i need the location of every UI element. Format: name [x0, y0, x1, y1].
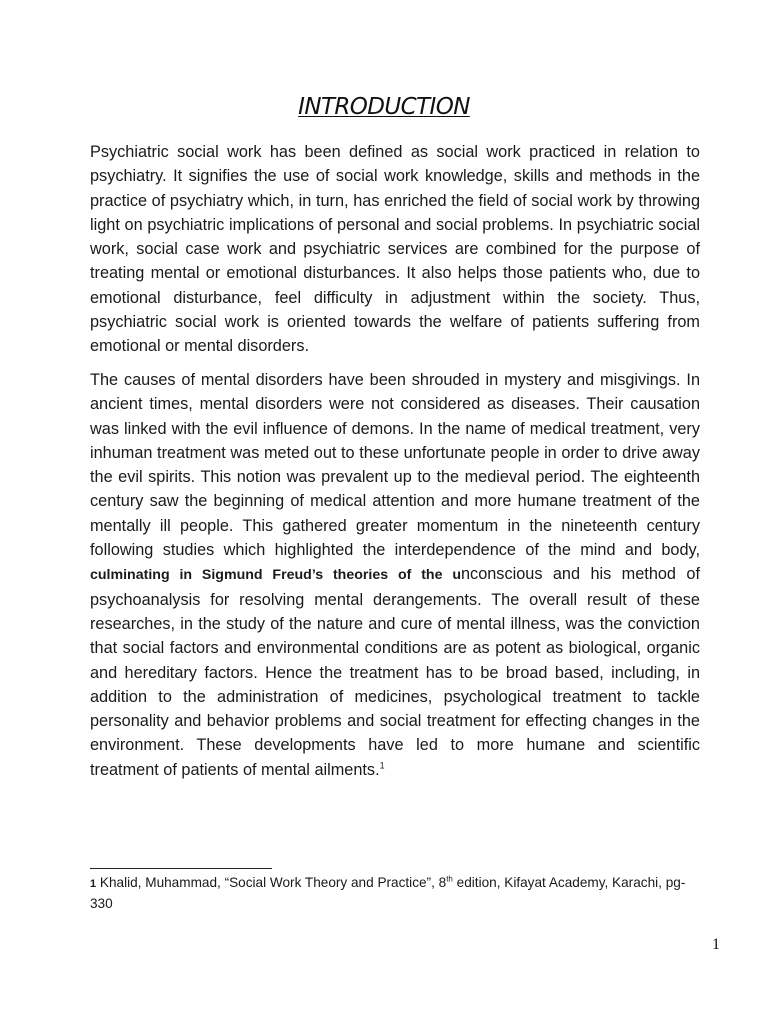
paragraph-2-text-end: nconscious and his method of psychoanalysis for resolving mental derangements. The overall result of these researches, in the study of the nature and cure of mental illness, was the conviction that social factors and environmental conditions are as potent as biological, organic and hereditary factors. Hence the treatment has to be broad based, including, in addition to the administration of medicines, psychological treatment to tackle personality and behavior problems and social treatment for effecting changes in the environment. These developments have led to more humane and scientific treatment of patients of mental ailments.: [90, 565, 700, 779]
footnote-separator: [90, 868, 272, 869]
footnote-work: “Social Work Theory and Practice”, 8: [224, 875, 447, 890]
page-title: INTRODUCTION: [298, 94, 470, 120]
footnote: [90, 873, 690, 914]
paragraph-2: [90, 368, 700, 782]
footnote-publisher: edition, Kifayat Academy, Karachi, pg-330: [90, 875, 686, 911]
footnote-reference[interactable]: 1: [379, 760, 385, 771]
footnote-edition-superscript: th: [446, 874, 453, 884]
paragraph-2-text-start: The causes of mental disorders have been shrouded in mystery and misgivings. In ancient times, mental disorders were not considered as diseases. Their causation was linked with the evil influence of demons. In the name of medical treatment, very inhuman treatment was meted out to these unfortunate people in order to drive away the evil spirits. This notion was prevalent up to the medieval period. The eighteenth century saw the beginning of medical attention and more humane treatment of the mentally ill people. This gathered greater momentum in the nineteenth century following studies which highlighted the interdependence of the mind and body,: [90, 371, 700, 560]
paragraph-2-bold-text: culminating in Sigmund Freud’s theories of the u: [90, 567, 461, 584]
paragraph-1: Psychiatric social work has been defined as social work practiced in relation to psychiatry. It signifies the use of social work knowledge, skills and methods in the practice of psychiatry which, in turn, has enriched the field of social work by throwing light on psychiatric implications of personal and social problems. In psychiatric social work, social case work and psychiatric services are combined for the purpose of treating mental or emotional disturbances. It also helps those patients who, due to emotional disturbance, feel difficulty in adjustment within the society. Thus, psychiatric social work is oriented towards the welfare of patients suffering from emotional or mental disorders.: [90, 143, 700, 356]
footnote-author: Khalid, Muhammad,: [96, 875, 225, 890]
footnote-number: 1: [90, 878, 97, 890]
page-number: 1: [712, 936, 720, 953]
